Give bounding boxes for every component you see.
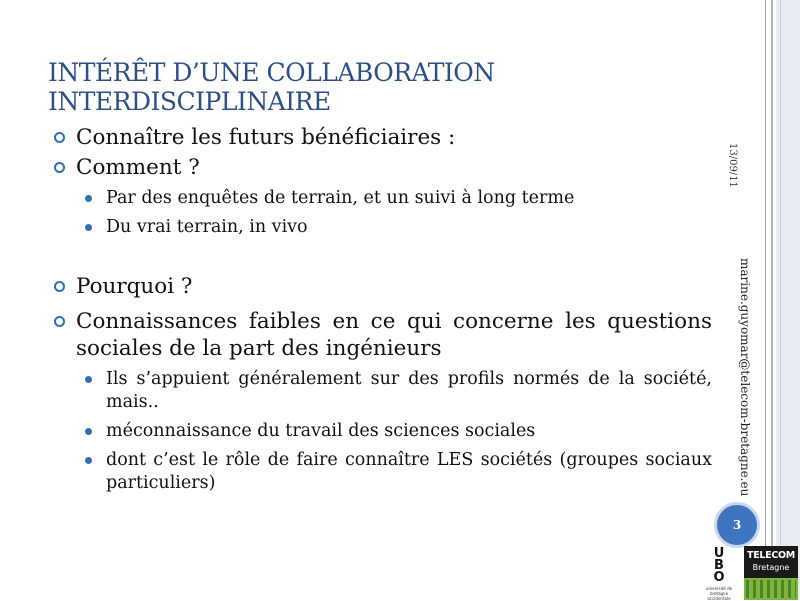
bullet-text: Connaissances faibles en ce qui concerne les questions sociales de la part des ingénieurs (76, 309, 712, 361)
sub-bullet-item (48, 216, 712, 239)
dot-bullet-icon (85, 195, 92, 202)
bullet-item (48, 273, 712, 300)
ubo-logo-mark: U B O (713, 546, 725, 585)
bullet-item (48, 124, 712, 151)
sub-bullet-item (48, 368, 712, 414)
ubo-logo (704, 548, 734, 600)
sub-bullet-item (48, 449, 712, 495)
bullet-text: Connaître les futurs bénéficiaires : (76, 125, 456, 150)
bullet-text: Comment ? (76, 155, 200, 180)
ring-bullet-icon (54, 316, 65, 327)
sub-bullet-text: méconnaissance du travail des sciences sociales (106, 421, 536, 441)
dot-bullet-icon (85, 224, 92, 231)
border-line (780, 0, 781, 600)
ring-bullet-icon (54, 162, 65, 173)
ring-bullet-icon (54, 281, 65, 292)
dot-bullet-icon (85, 428, 92, 435)
logo-pattern-icon (746, 580, 796, 598)
sub-bullet-text: Par des enquêtes de terrain, et un suivi à long terme (106, 188, 575, 208)
sub-bullet-text: Ils s’appuient généralement sur des profils normés de la société, mais.. (106, 369, 712, 412)
ring-bullet-icon (54, 132, 65, 143)
border-line (771, 0, 773, 600)
slide-date: 13/09/11 (727, 143, 738, 188)
ubo-logo-text: université de bretagne occidentale (705, 586, 733, 601)
border-line (765, 0, 766, 600)
bullet-item (48, 154, 712, 181)
slide-title: INTÉRÊT D’UNE COLLABORATION INTERDISCIPLINAIRE (48, 58, 495, 116)
telecom-logo-top (744, 546, 798, 578)
author-email: marine.guyomar@telecom-bretagne.eu (738, 258, 752, 497)
sub-bullet-text: Du vrai terrain, in vivo (106, 217, 308, 237)
telecom-bretagne-logo (744, 546, 798, 600)
slide-content (48, 124, 712, 495)
dot-bullet-icon (85, 376, 92, 383)
sub-bullet-item (48, 187, 712, 210)
telecom-logo-line1: TELECOM (747, 550, 795, 561)
bullet-item (48, 308, 712, 362)
telecom-logo-glyphs (744, 578, 798, 600)
dot-bullet-icon (85, 457, 92, 464)
page-number-badge: 3 (714, 502, 760, 548)
bullet-text: Pourquoi ? (76, 274, 193, 299)
sub-bullet-text: dont c’est le rôle de faire connaître LES sociétés (groupes sociaux particuliers) (106, 450, 712, 493)
sub-bullet-item (48, 420, 712, 443)
telecom-logo-line2: Bretagne (752, 563, 790, 572)
